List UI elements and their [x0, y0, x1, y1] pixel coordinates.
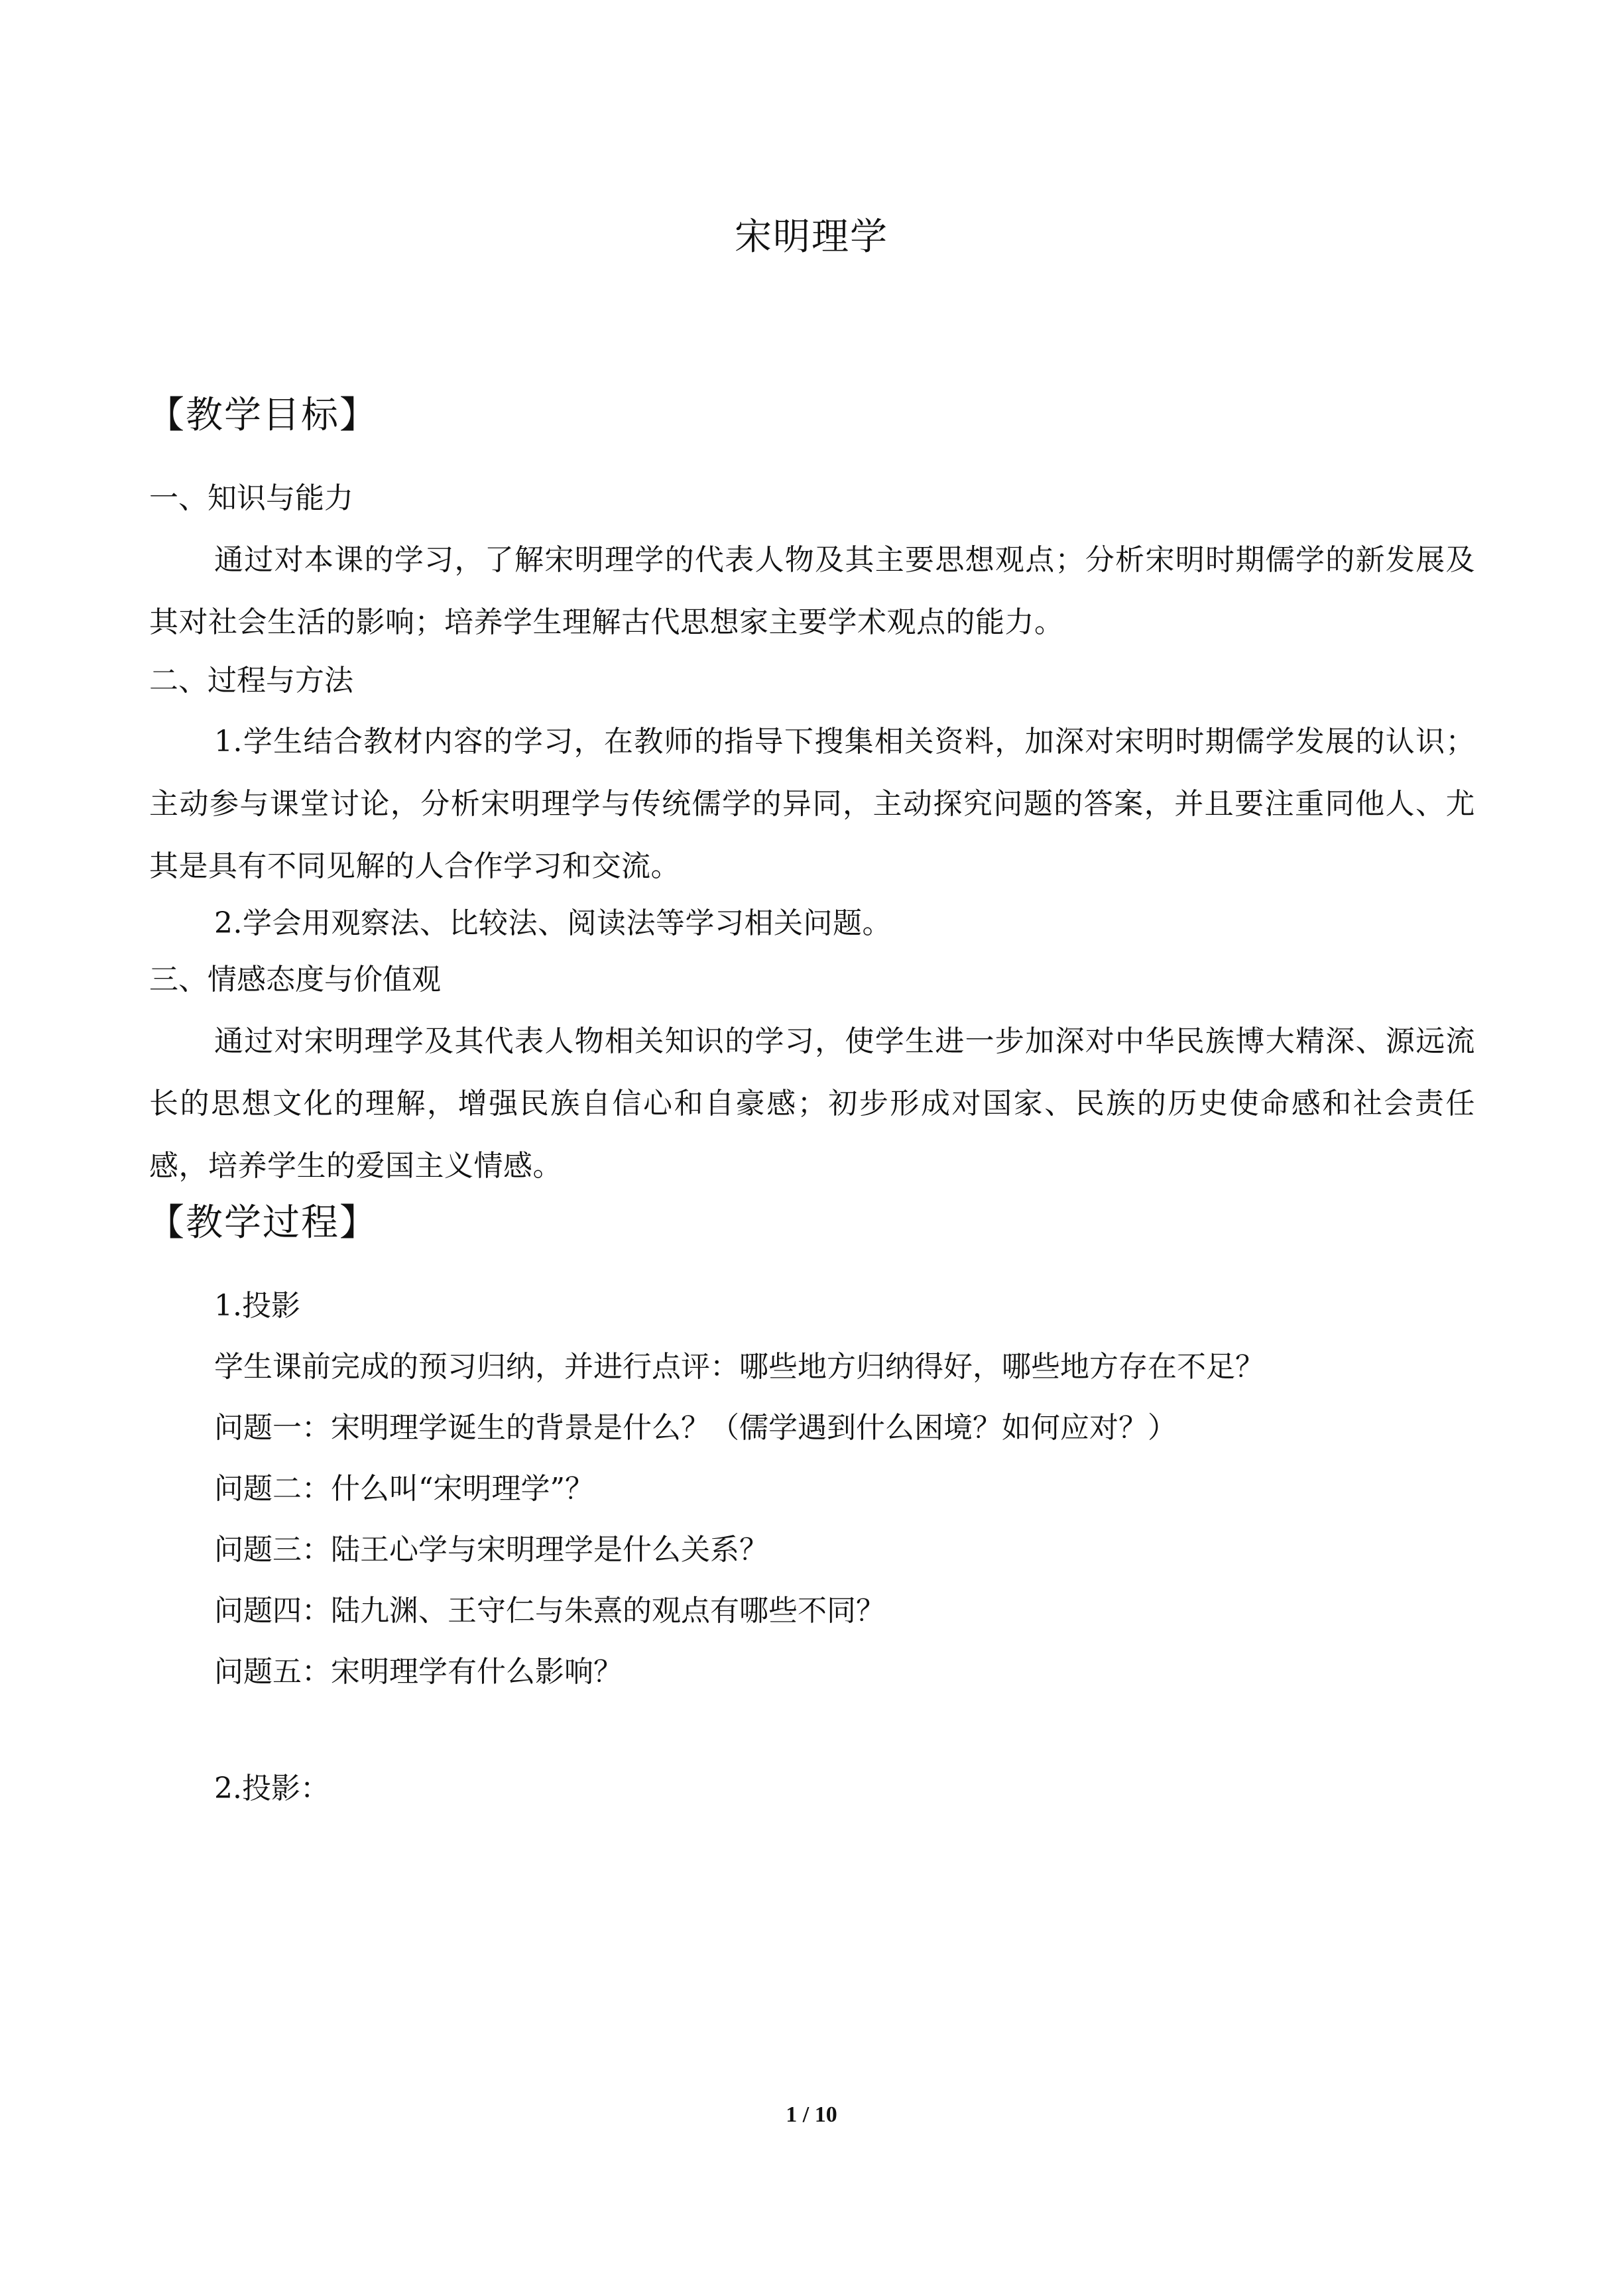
section-heading-teaching-process: 【教学过程】	[147, 1201, 378, 1244]
section-heading-teaching-objectives: 【教学目标】	[147, 394, 378, 437]
paragraph-process-method-1: 1.学生结合教材内容的学习，在教师的指导下搜集相关资料，加深对宋明时期儒学发展的认识；主动参与课堂讨论，分析宋明理学与传统儒学的异同，主动探究问题的答案，并且要注重同他人、尤其是具有不同见解的人合作学习和交流。	[149, 725, 1475, 883]
list-item-question-2: 问题二：什么叫“宋明理学”？	[214, 1472, 594, 1506]
page-number: 1 / 10	[786, 2102, 837, 2127]
subheading-process-method: 二、过程与方法	[149, 664, 353, 697]
list-item-question-5: 问题五：宋明理学有什么影响？	[214, 1655, 623, 1689]
list-item-preview-summary: 学生课前完成的预习归纳，并进行点评：哪些地方归纳得好，哪些地方存在不足？	[214, 1350, 1264, 1384]
subheading-emotion-values: 三、情感态度与价值观	[149, 963, 441, 997]
list-item-projection-1: 1.投影	[214, 1289, 300, 1323]
document-title: 宋明理学	[735, 215, 888, 259]
paragraph-emotion-values: 通过对宋明理学及其代表人物相关知识的学习，使学生进一步加深对中华民族博大精深、源远流长的思想文化的理解，增强民族自信心和自豪感；初步形成对国家、民族的历史使命感和社会责任感，培养学生的爱国主义情感。	[149, 1024, 1475, 1183]
paragraph-process-method-2: 2.学会用观察法、比较法、阅读法等学习相关问题。	[214, 906, 892, 940]
paragraph-knowledge-ability: 通过对本课的学习，了解宋明理学的代表人物及其主要思想观点；分析宋明时期儒学的新发展及其对社会生活的影响；培养学生理解古代思想家主要学术观点的能力。	[149, 543, 1475, 639]
list-item-question-3: 问题三：陆王心学与宋明理学是什么关系？	[214, 1533, 768, 1567]
list-item-question-4: 问题四：陆九渊、王守仁与朱熹的观点有哪些不同？	[214, 1594, 885, 1628]
list-item-question-1: 问题一：宋明理学诞生的背景是什么？（儒学遇到什么困境？如何应对？）	[214, 1411, 1177, 1445]
subheading-knowledge-ability: 一、知识与能力	[149, 481, 353, 515]
list-item-projection-2: 2.投影：	[214, 1772, 330, 1805]
